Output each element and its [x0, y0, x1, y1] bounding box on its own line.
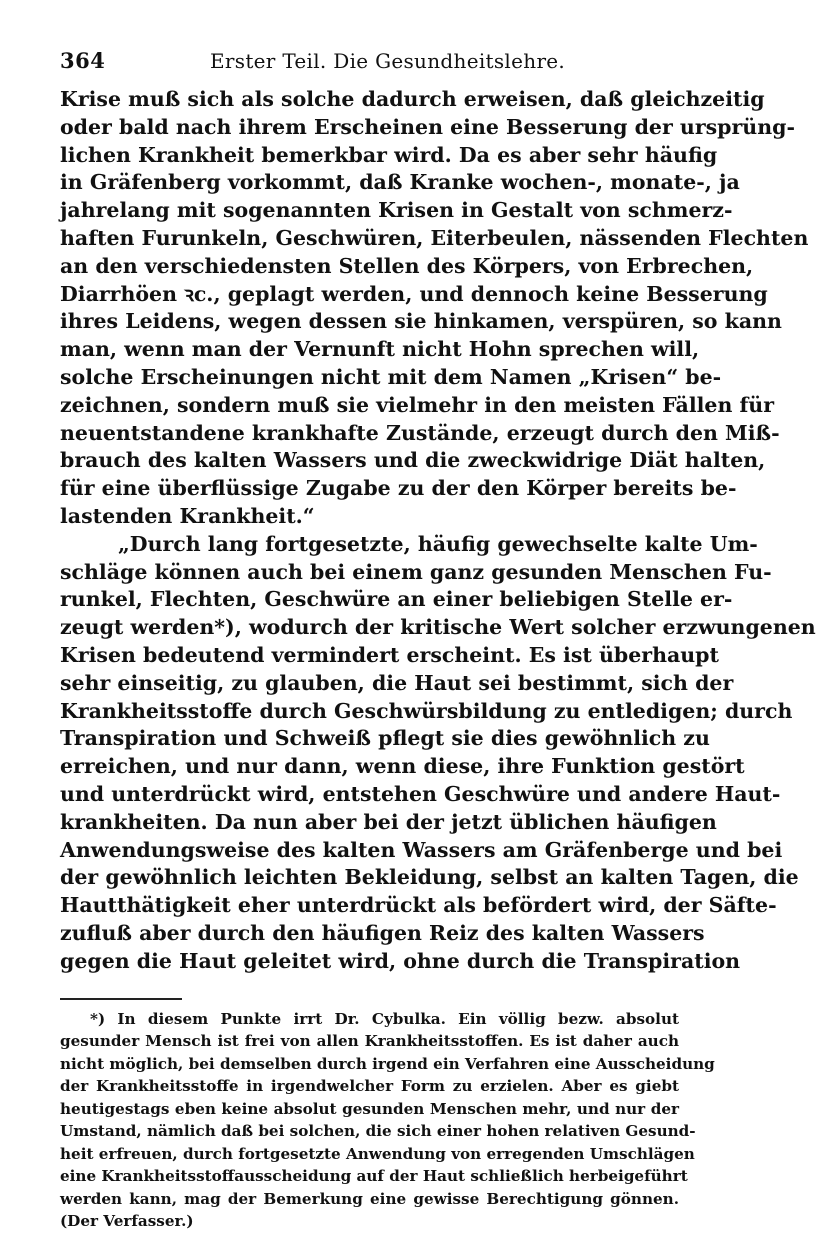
main-text: [60, 86, 816, 976]
text-line: ihres Leidens, wegen dessen sie hinkamen, verspüren, so kann: [60, 309, 782, 334]
footnote-line: heit erfreuen, durch fortgesetzte Anwendung von erregenden Umschlägen: [60, 1144, 695, 1163]
text-line: zeugt werden*), wodurch der kritische Wert solcher erzwungenen: [60, 615, 816, 640]
text-line: lichen Krankheit bemerkbar wird. Da es aber sehr häufig: [60, 142, 718, 167]
text-line: Hautthätigkeit eher unterdrückt als befördert wird, der Säfte-: [60, 893, 777, 918]
text-line: erreichen, und nur dann, wenn diese, ihre Funktion gestört: [60, 754, 745, 779]
footnote-line: werden kann, mag der Bemerkung eine gewisse Berechtigung gönnen.: [60, 1189, 679, 1208]
footnote: [60, 1008, 715, 1233]
text-line: Krankheitsstoffe durch Geschwürsbildung zu entledigen; durch: [60, 698, 793, 723]
text-line: zeichnen, sondern muß sie vielmehr in den meisten Fällen für: [60, 392, 775, 417]
text-line: runkel, Flechten, Geschwüre an einer beliebigen Stelle er-: [60, 587, 733, 612]
text-line: Krise muß sich als solche dadurch erweisen, daß gleichzeitig: [60, 87, 765, 111]
text-line: an den verschiedensten Stellen des Körpers, von Erbrechen,: [60, 253, 754, 278]
running-head: Erster Teil. Die Gesundheitslehre.: [210, 49, 566, 73]
text-line: in Gräfenberg vorkommt, daß Kranke wochen-, monate-, ja: [60, 170, 740, 195]
page-number: 364: [60, 48, 106, 73]
text-line: neuentstandene krankhafte Zustände, erzeugt durch den Miß-: [60, 420, 780, 445]
text-line: und unterdrückt wird, entstehen Geschwüre und andere Haut-: [60, 781, 781, 806]
text-line: Diarrhöen ꝛc., geplagt werden, und dennoch keine Besserung: [60, 281, 768, 306]
footnote-line: eine Krankheitsstoffausscheidung auf der Haut schließlich herbeigeführt: [60, 1167, 688, 1185]
text-line: für eine überflüssige Zugabe zu der den Körper bereits be-: [60, 476, 737, 501]
text-line: Transpiration und Schweiß pflegt sie dies gewöhnlich zu: [60, 726, 710, 751]
text-line: Anwendungsweise des kalten Wassers am Gräfenberge und bei: [60, 837, 783, 862]
text-line: Krisen bedeutend vermindert erscheint. Es ist überhaupt: [60, 642, 719, 667]
footnote-line: *) In diesem Punkte irrt Dr. Cybulka. Ein völlig bezw. absolut: [90, 1009, 679, 1028]
text-line: zufluß aber durch den häufigen Reiz des kalten Wassers: [60, 920, 705, 945]
footnote-line: Umstand, nämlich daß bei solchen, die sich einer hohen relativen Gesund-: [60, 1122, 696, 1140]
text-line: oder bald nach ihrem Erscheinen eine Besserung der ursprüng-: [60, 114, 795, 139]
text-line: schläge können auch bei einem ganz gesunden Menschen Fu-: [60, 559, 772, 584]
paragraph-last-line: lastenden Krankheit.“: [60, 503, 315, 528]
footnote-divider: [60, 998, 182, 1000]
footnote-line: gesunder Mensch ist frei von allen Krankheitsstoffen. Es ist daher auch: [60, 1032, 679, 1050]
text-line: solche Erscheinungen nicht mit dem Namen „Krisen“ be-: [60, 364, 722, 389]
text-line: man, wenn man der Vernunft nicht Hohn sprechen will,: [60, 337, 700, 362]
footnote-line: nicht möglich, bei demselben durch irgend ein Verfahren eine Ausscheidung: [60, 1054, 715, 1073]
footnote-line: der Krankheitsstoffe in irgendwelcher Form zu erzielen. Aber es giebt: [60, 1077, 679, 1095]
text-line: haften Furunkeln, Geschwüren, Eiterbeulen, nässenden Flechten: [60, 225, 809, 250]
footnote-line: heutigestags eben keine absolut gesunden Menschen mehr, und nur der: [60, 1099, 679, 1118]
text-line: brauch des kalten Wassers und die zweckwidrige Diät halten,: [60, 448, 766, 473]
text-line: der gewöhnlich leichten Bekleidung, selbst an kalten Tagen, die: [60, 865, 799, 890]
paragraph-first-line: „Durch lang fortgesetzte, häufig gewechselte kalte Um-: [118, 531, 758, 556]
text-line: sehr einseitig, zu glauben, die Haut sei bestimmt, sich der: [60, 670, 734, 695]
footnote-signature: (Der Verfasser.): [60, 1212, 194, 1230]
page-header: [60, 44, 679, 78]
text-line: gegen die Haut geleitet wird, ohne durch die Transpiration: [60, 948, 741, 973]
text-line: jahrelang mit sogenannten Krisen in Gestalt von schmerz-: [60, 198, 733, 223]
text-line: krankheiten. Da nun aber bei der jetzt üblichen häufigen: [60, 809, 717, 834]
